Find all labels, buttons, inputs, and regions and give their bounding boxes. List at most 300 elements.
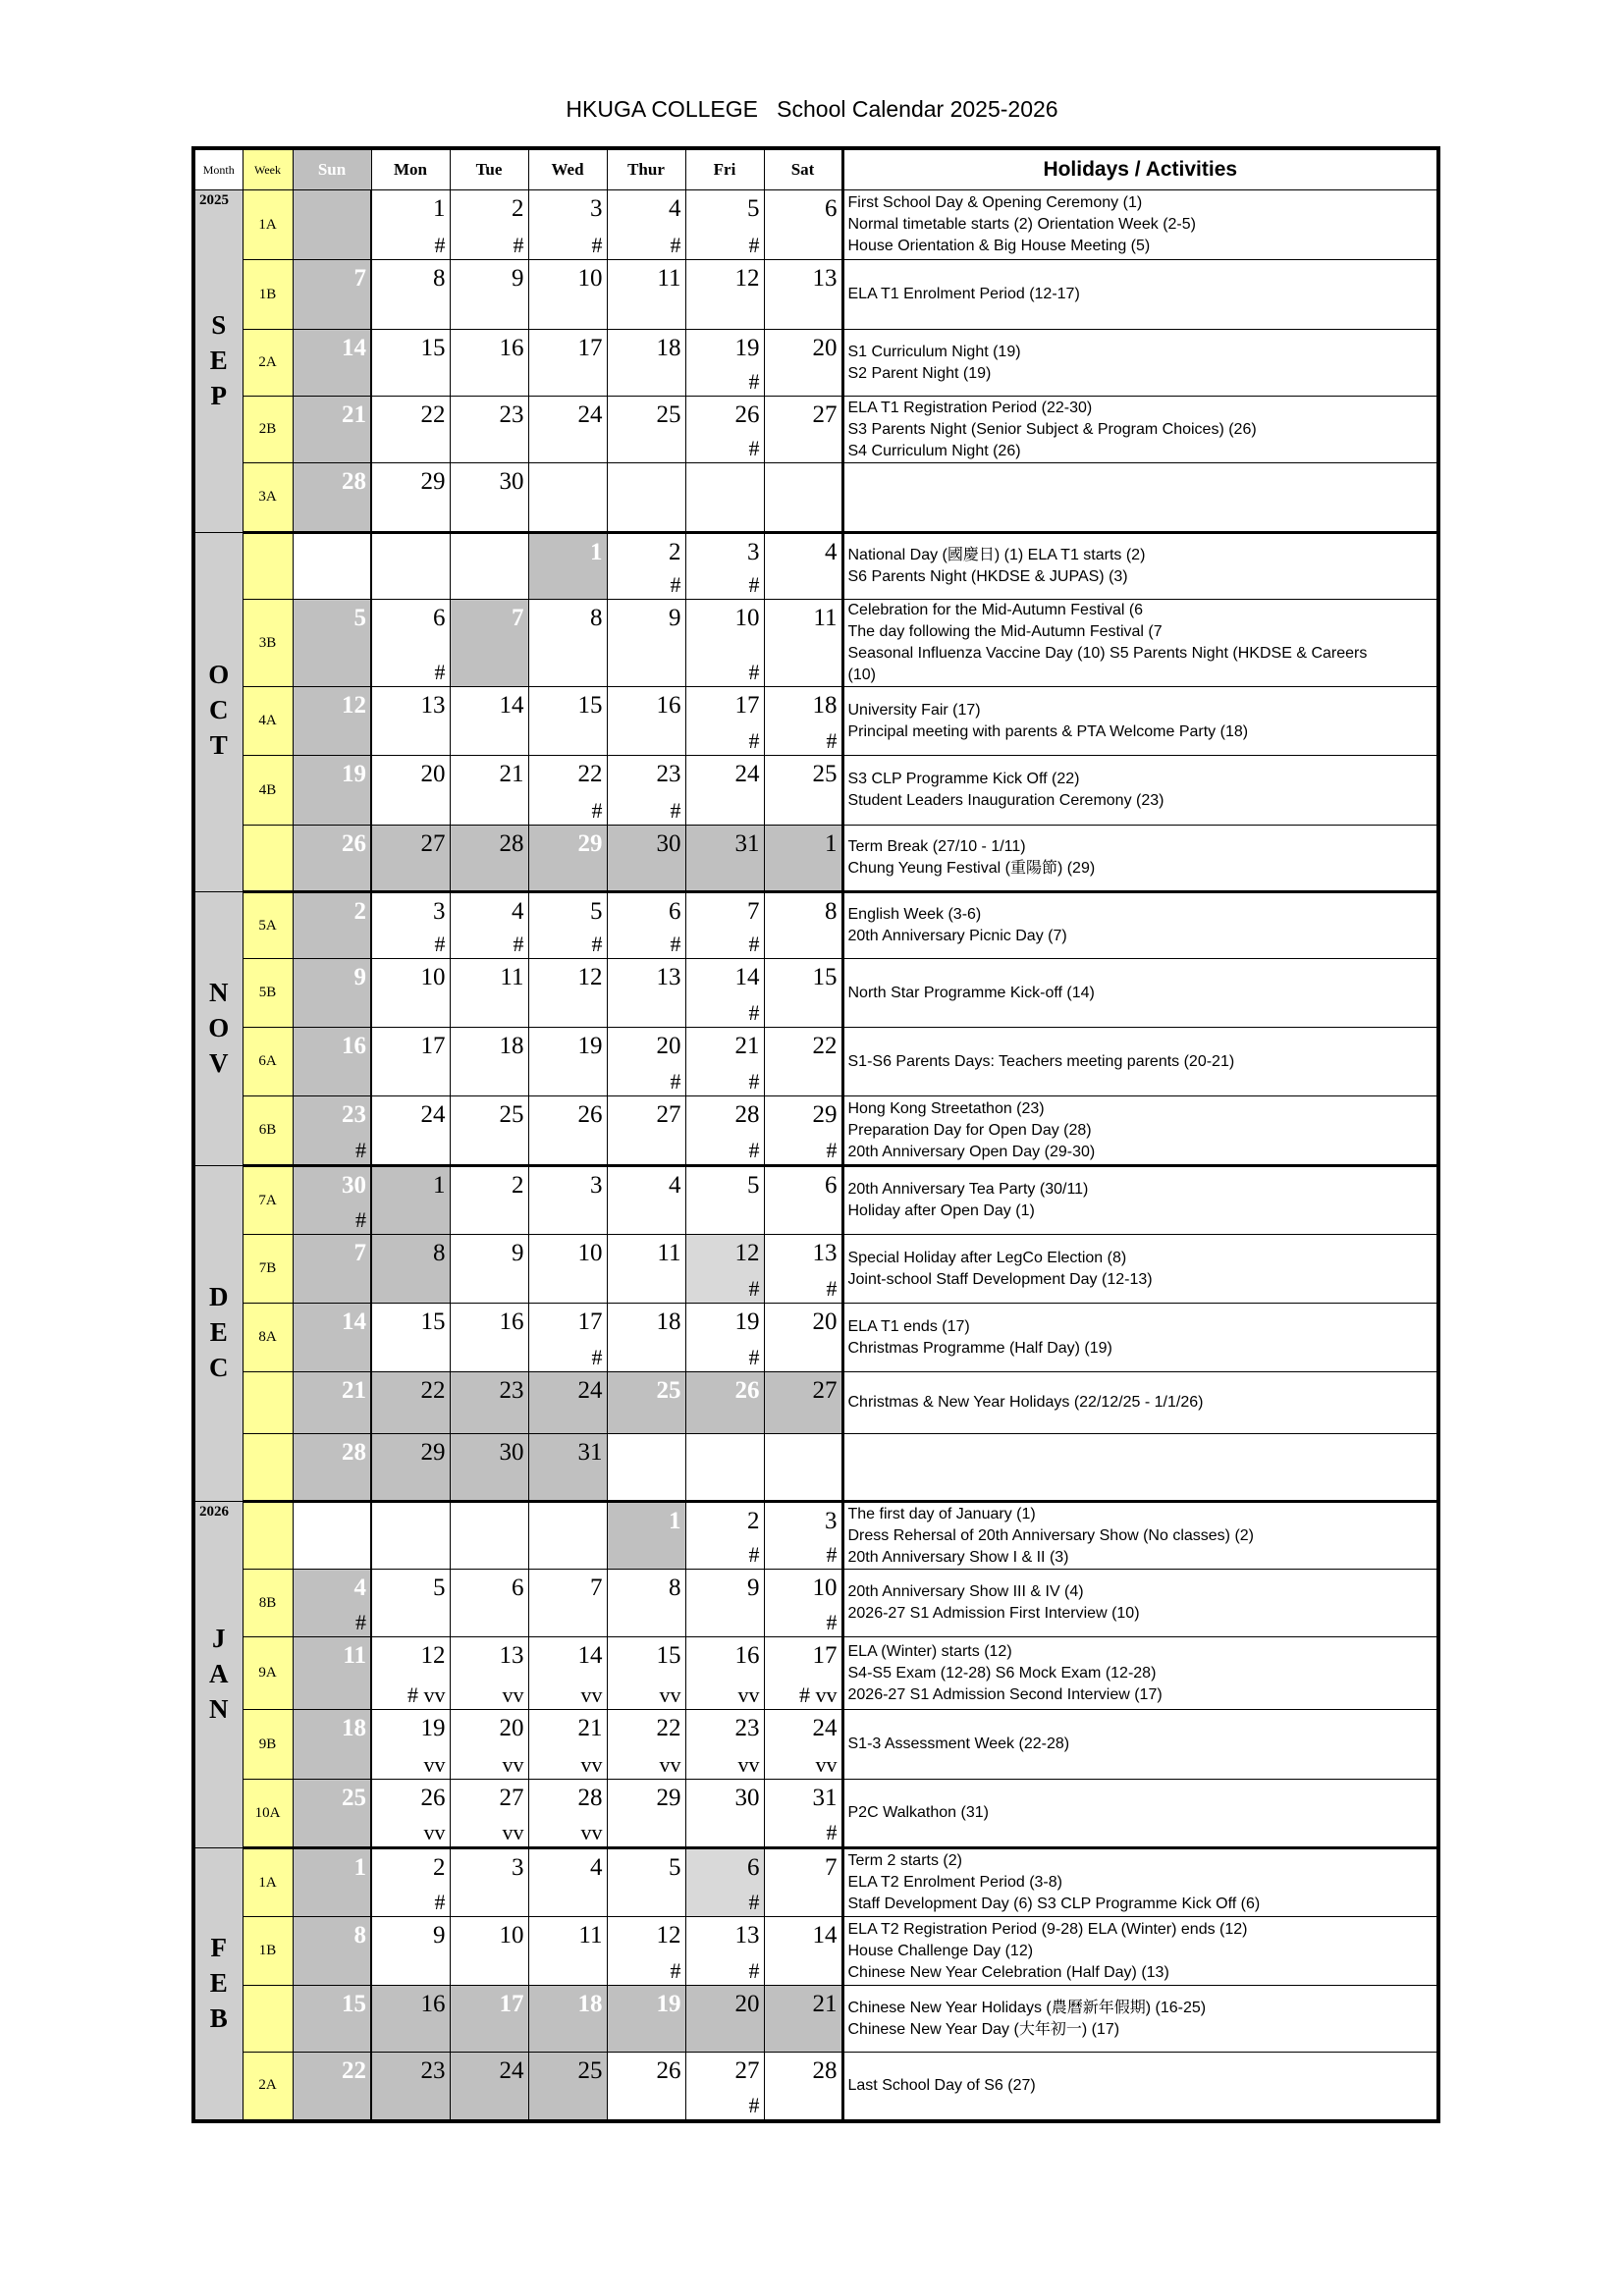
day-cell <box>764 1986 842 2053</box>
header-activities: Holidays / Activities <box>842 148 1438 190</box>
activity-line: National Day (國慶日) (1) ELA T1 starts (2) <box>847 547 1146 563</box>
day-number: 13 <box>420 692 446 719</box>
day-number: 16 <box>420 1991 446 2017</box>
day-number: 25 <box>656 1377 681 1404</box>
day-cell <box>450 1917 528 1986</box>
week-label: 1B <box>243 1917 293 1986</box>
day-cell <box>685 260 764 330</box>
day-number: 13 <box>812 265 838 292</box>
day-number: 9 <box>747 1575 760 1601</box>
day-number: 5 <box>747 1172 760 1199</box>
day-cell <box>764 463 842 533</box>
day-number: 16 <box>499 335 524 361</box>
activities-cell <box>842 260 1438 330</box>
day-cell <box>450 1304 528 1372</box>
day-cell <box>764 533 842 600</box>
day-number: 12 <box>342 692 366 719</box>
day-number: 22 <box>812 1033 838 1059</box>
day-number: 21 <box>342 1377 366 1404</box>
day-number: 26 <box>734 401 760 428</box>
day-marker: # <box>748 660 760 684</box>
week-row <box>193 1434 1438 1502</box>
day-number: 7 <box>353 265 366 292</box>
day-cell <box>293 1710 371 1780</box>
activities-cell <box>842 1780 1438 1848</box>
week-label: 4B <box>243 756 293 826</box>
day-marker: # <box>748 1000 760 1025</box>
day-cell <box>764 687 842 756</box>
day-number: 18 <box>812 692 838 719</box>
day-marker: vv <box>659 1682 681 1707</box>
week-label: 1A <box>243 190 293 260</box>
day-cell <box>450 190 528 260</box>
day-number: 8 <box>433 265 446 292</box>
day-cell <box>293 260 371 330</box>
day-number: 7 <box>512 605 524 631</box>
day-cell <box>607 397 685 463</box>
day-cell <box>607 1096 685 1166</box>
day-number: 4 <box>353 1575 366 1601</box>
week-label <box>243 533 293 600</box>
week-label: 2A <box>243 330 293 397</box>
day-marker: # <box>434 660 446 684</box>
month-letter: A <box>209 1659 229 1688</box>
day-number: 11 <box>500 964 524 990</box>
day-number: 19 <box>734 335 760 361</box>
activities-cell <box>842 1166 1438 1235</box>
day-marker: # <box>670 1069 681 1094</box>
day-cell <box>607 1166 685 1235</box>
day-marker: # <box>826 1276 838 1301</box>
day-number: 13 <box>499 1642 524 1669</box>
day-number: 14 <box>342 335 366 361</box>
day-marker: # <box>748 1276 760 1301</box>
activity-line: North Star Programme Kick-off (14) <box>847 984 1095 1001</box>
month-letter: C <box>209 695 229 724</box>
day-cell <box>450 1570 528 1637</box>
day-cell <box>371 1848 450 1917</box>
day-number: 24 <box>577 1377 603 1404</box>
day-cell <box>685 1780 764 1848</box>
day-cell <box>371 687 450 756</box>
day-number: 15 <box>812 964 838 990</box>
day-cell <box>450 1502 528 1570</box>
week-label: 2B <box>243 397 293 463</box>
day-cell <box>685 1434 764 1502</box>
day-number: 21 <box>342 401 366 428</box>
day-number: 1 <box>669 1508 681 1534</box>
day-number: 14 <box>734 964 760 990</box>
day-cell <box>450 1637 528 1710</box>
day-cell <box>528 826 607 892</box>
day-cell <box>371 826 450 892</box>
day-cell <box>685 1304 764 1372</box>
month-letter: T <box>209 730 228 760</box>
day-cell <box>528 959 607 1028</box>
day-cell <box>293 756 371 826</box>
activities-cell <box>842 330 1438 397</box>
activity-line: S3 CLP Programme Kick Off (22) <box>847 771 1080 787</box>
activities-cell <box>842 600 1438 687</box>
day-cell <box>450 756 528 826</box>
day-number: 30 <box>499 468 524 495</box>
day-cell <box>450 1096 528 1166</box>
day-marker: # <box>670 572 681 597</box>
month-cell <box>193 190 243 533</box>
day-number: 11 <box>578 1922 603 1949</box>
day-cell <box>450 1372 528 1434</box>
week-row <box>193 397 1438 463</box>
day-number: 4 <box>590 1854 603 1881</box>
day-cell <box>764 1780 842 1848</box>
day-marker: # <box>748 233 760 257</box>
activity-line: Chinese New Year Day (大年初一) (17) <box>847 2020 1120 2038</box>
header-tue: Tue <box>450 148 528 190</box>
day-cell <box>528 1710 607 1780</box>
day-number: 11 <box>657 265 681 292</box>
day-number: 23 <box>656 761 681 787</box>
day-number: 17 <box>577 1308 603 1335</box>
week-row <box>193 687 1438 756</box>
day-marker: # <box>670 1958 681 1983</box>
day-cell <box>528 533 607 600</box>
activity-line: 20th Anniversary Show I & II (3) <box>847 1548 1069 1566</box>
day-number: 6 <box>512 1575 524 1601</box>
day-cell <box>371 959 450 1028</box>
day-cell <box>764 1502 842 1570</box>
day-cell <box>293 1502 371 1570</box>
activities-cell <box>842 1304 1438 1372</box>
day-number: 10 <box>734 605 760 631</box>
day-number: 14 <box>342 1308 366 1335</box>
day-number: 28 <box>499 830 524 857</box>
week-row <box>193 330 1438 397</box>
month-letter: E <box>209 1317 228 1347</box>
day-cell <box>607 959 685 1028</box>
header-sun: Sun <box>293 148 371 190</box>
activity-line: Term 2 starts (2) <box>847 1852 962 1869</box>
day-cell <box>450 959 528 1028</box>
activity-line: 20th Anniversary Tea Party (30/11) <box>847 1181 1089 1198</box>
day-cell <box>764 260 842 330</box>
day-number: 19 <box>734 1308 760 1335</box>
day-cell <box>528 1637 607 1710</box>
day-number: 12 <box>577 964 603 990</box>
header-row <box>193 148 1438 190</box>
day-cell <box>450 1710 528 1780</box>
day-number: 9 <box>433 1922 446 1949</box>
day-cell <box>764 1235 842 1304</box>
day-cell <box>764 190 842 260</box>
week-label: 7B <box>243 1235 293 1304</box>
activities-cell <box>842 959 1438 1028</box>
day-number: 8 <box>825 898 838 925</box>
day-number: 30 <box>342 1172 366 1199</box>
day-number: 13 <box>734 1922 760 1949</box>
day-cell <box>685 190 764 260</box>
year-label: 2026 <box>199 1504 229 1520</box>
day-number: 7 <box>353 1240 366 1266</box>
day-number: 25 <box>499 1101 524 1128</box>
month-cell <box>193 892 243 1166</box>
day-number: 16 <box>342 1033 366 1059</box>
week-row <box>193 1372 1438 1434</box>
activity-line: S2 Parent Night (19) <box>847 364 992 382</box>
week-label: 8B <box>243 1570 293 1637</box>
day-number: 27 <box>656 1101 681 1128</box>
day-cell <box>450 1848 528 1917</box>
activity-line: University Fair (17) <box>847 701 981 719</box>
week-row <box>193 826 1438 892</box>
day-number: 1 <box>353 1854 366 1881</box>
day-cell <box>371 1028 450 1096</box>
day-cell <box>607 2053 685 2121</box>
day-number: 22 <box>420 1377 446 1404</box>
month-cell <box>193 1848 243 2121</box>
day-cell <box>685 756 764 826</box>
day-cell <box>450 397 528 463</box>
day-cell <box>371 1637 450 1710</box>
day-number: 16 <box>499 1308 524 1335</box>
month-name <box>195 657 243 763</box>
day-cell <box>764 1848 842 1917</box>
day-number: 15 <box>577 692 603 719</box>
day-cell <box>293 1637 371 1710</box>
day-number: 12 <box>734 1240 760 1266</box>
activity-line: ELA T2 Enrolment Period (3-8) <box>847 1874 1062 1891</box>
day-cell <box>371 463 450 533</box>
day-cell <box>685 826 764 892</box>
day-cell <box>607 892 685 959</box>
day-cell <box>371 1502 450 1570</box>
day-number: 19 <box>342 761 366 787</box>
day-cell <box>293 1372 371 1434</box>
day-marker: # <box>748 932 760 956</box>
month-letter: N <box>209 978 229 1007</box>
activity-line: ELA T2 Registration Period (9-28) ELA (Winter) ends (12) <box>847 1920 1248 1938</box>
day-cell <box>685 1637 764 1710</box>
day-cell <box>293 687 371 756</box>
day-cell <box>607 1372 685 1434</box>
day-number: 6 <box>825 1172 838 1199</box>
day-cell <box>450 463 528 533</box>
day-number: 3 <box>825 1508 838 1534</box>
day-number: 16 <box>734 1642 760 1669</box>
day-marker: # <box>591 233 603 257</box>
activity-line: Staff Development Day (6) S3 CLP Programme Kick Off (6) <box>847 1896 1261 1912</box>
month-letter: J <box>212 1624 226 1653</box>
week-row <box>193 1710 1438 1780</box>
day-cell <box>293 959 371 1028</box>
month-letter: N <box>209 1694 229 1724</box>
day-cell <box>528 190 607 260</box>
day-number: 12 <box>656 1922 681 1949</box>
day-number: 20 <box>734 1991 760 2017</box>
day-cell <box>607 190 685 260</box>
day-cell <box>685 1096 764 1166</box>
day-number: 15 <box>420 335 446 361</box>
day-cell <box>607 1570 685 1637</box>
day-number: 12 <box>734 265 760 292</box>
day-cell <box>293 2053 371 2121</box>
activity-line: Preparation Day for Open Day (28) <box>847 1121 1092 1139</box>
day-number: 5 <box>433 1575 446 1601</box>
day-cell <box>607 1848 685 1917</box>
day-number: 10 <box>420 964 446 990</box>
day-number: 2 <box>669 539 681 565</box>
day-cell <box>450 260 528 330</box>
week-label: 1B <box>243 260 293 330</box>
day-cell <box>293 1434 371 1502</box>
day-cell <box>685 330 764 397</box>
activity-line: The first day of January (1) <box>847 1505 1036 1522</box>
day-cell <box>607 260 685 330</box>
day-cell <box>293 826 371 892</box>
week-row <box>193 1780 1438 1848</box>
day-number: 6 <box>433 605 446 631</box>
day-cell <box>685 687 764 756</box>
day-cell <box>607 1434 685 1502</box>
day-cell <box>293 600 371 687</box>
day-cell <box>685 1028 764 1096</box>
day-marker: # <box>748 1345 760 1369</box>
week-row <box>193 1637 1438 1710</box>
day-cell <box>293 1848 371 1917</box>
day-marker: # <box>434 1890 446 1914</box>
day-number: 29 <box>812 1101 838 1128</box>
day-number: 31 <box>812 1785 838 1811</box>
week-label: 9A <box>243 1637 293 1710</box>
day-cell <box>528 1235 607 1304</box>
week-row <box>193 1028 1438 1096</box>
day-cell <box>293 330 371 397</box>
day-cell <box>528 756 607 826</box>
day-cell <box>685 533 764 600</box>
day-number: 7 <box>825 1854 838 1881</box>
day-number: 25 <box>577 2057 603 2084</box>
week-label: 6B <box>243 1096 293 1166</box>
day-cell <box>685 1235 764 1304</box>
day-cell <box>528 2053 607 2121</box>
day-marker: vv <box>815 1752 838 1777</box>
day-number: 29 <box>420 1439 446 1466</box>
day-marker: # <box>748 1890 760 1914</box>
day-marker: # <box>513 233 524 257</box>
day-cell <box>764 1637 842 1710</box>
day-cell <box>371 1096 450 1166</box>
week-label: 5B <box>243 959 293 1028</box>
day-cell <box>371 330 450 397</box>
activity-line: Chinese New Year Celebration (Half Day) (13) <box>847 1963 1169 1981</box>
day-number: 17 <box>420 1033 446 1059</box>
day-number: 15 <box>420 1308 446 1335</box>
day-marker: # <box>826 1138 838 1162</box>
day-cell <box>685 463 764 533</box>
week-row <box>193 1570 1438 1637</box>
day-number: 23 <box>734 1715 760 1741</box>
day-cell <box>528 1917 607 1986</box>
activities-cell <box>842 2053 1438 2121</box>
day-number: 30 <box>499 1439 524 1466</box>
day-marker: vv <box>580 1682 603 1707</box>
day-marker: # <box>513 932 524 956</box>
day-cell <box>528 600 607 687</box>
day-number: 25 <box>656 401 681 428</box>
day-number: 1 <box>433 1172 446 1199</box>
day-cell <box>607 600 685 687</box>
day-cell <box>685 600 764 687</box>
day-number: 22 <box>420 401 446 428</box>
week-row <box>193 1235 1438 1304</box>
year-label: 2025 <box>199 192 229 208</box>
day-cell <box>371 1710 450 1780</box>
day-number: 17 <box>577 335 603 361</box>
day-cell <box>371 260 450 330</box>
day-cell <box>764 1028 842 1096</box>
day-marker: # vv <box>407 1682 446 1707</box>
day-marker: # <box>355 1207 366 1232</box>
week-label: 2A <box>243 2053 293 2121</box>
activity-line: S4-S5 Exam (12-28) S6 Mock Exam (12-28) <box>847 1664 1157 1682</box>
day-cell <box>685 2053 764 2121</box>
day-cell <box>293 397 371 463</box>
day-cell <box>450 1780 528 1848</box>
day-marker: # <box>826 1820 838 1844</box>
day-cell <box>607 1780 685 1848</box>
day-marker: vv <box>580 1820 603 1844</box>
month-name <box>195 1279 243 1385</box>
day-number: 28 <box>812 2057 838 2084</box>
day-marker: # <box>748 1138 760 1162</box>
day-cell <box>764 1304 842 1372</box>
day-cell <box>607 687 685 756</box>
month-letter: P <box>210 381 227 410</box>
week-label: 3A <box>243 463 293 533</box>
day-cell <box>764 892 842 959</box>
header-month: Month <box>193 148 243 190</box>
day-number: 2 <box>353 898 366 925</box>
day-cell <box>764 756 842 826</box>
activity-line: Joint-school Staff Development Day (12-13) <box>847 1270 1153 1288</box>
day-cell <box>764 1166 842 1235</box>
activity-line: Christmas Programme (Half Day) (19) <box>847 1339 1112 1357</box>
activity-line: P2C Walkathon (31) <box>847 1804 989 1821</box>
day-cell <box>450 1434 528 1502</box>
day-number: 17 <box>734 692 760 719</box>
day-marker: # <box>748 728 760 753</box>
week-label: 8A <box>243 1304 293 1372</box>
day-number: 29 <box>420 468 446 495</box>
day-marker: # vv <box>799 1682 838 1707</box>
day-number: 8 <box>669 1575 681 1601</box>
day-cell <box>528 397 607 463</box>
day-number: 28 <box>734 1101 760 1128</box>
day-cell <box>764 600 842 687</box>
day-marker: vv <box>502 1820 524 1844</box>
month-cell <box>193 1502 243 1848</box>
day-cell <box>528 1434 607 1502</box>
week-row <box>193 959 1438 1028</box>
day-number: 11 <box>657 1240 681 1266</box>
day-number: 20 <box>812 1308 838 1335</box>
day-number: 19 <box>420 1715 446 1741</box>
day-number: 23 <box>420 2057 446 2084</box>
week-row <box>193 260 1438 330</box>
day-marker: # <box>591 798 603 823</box>
day-number: 27 <box>420 830 446 857</box>
day-number: 8 <box>433 1240 446 1266</box>
activity-line: ELA T1 ends (17) <box>847 1317 970 1335</box>
